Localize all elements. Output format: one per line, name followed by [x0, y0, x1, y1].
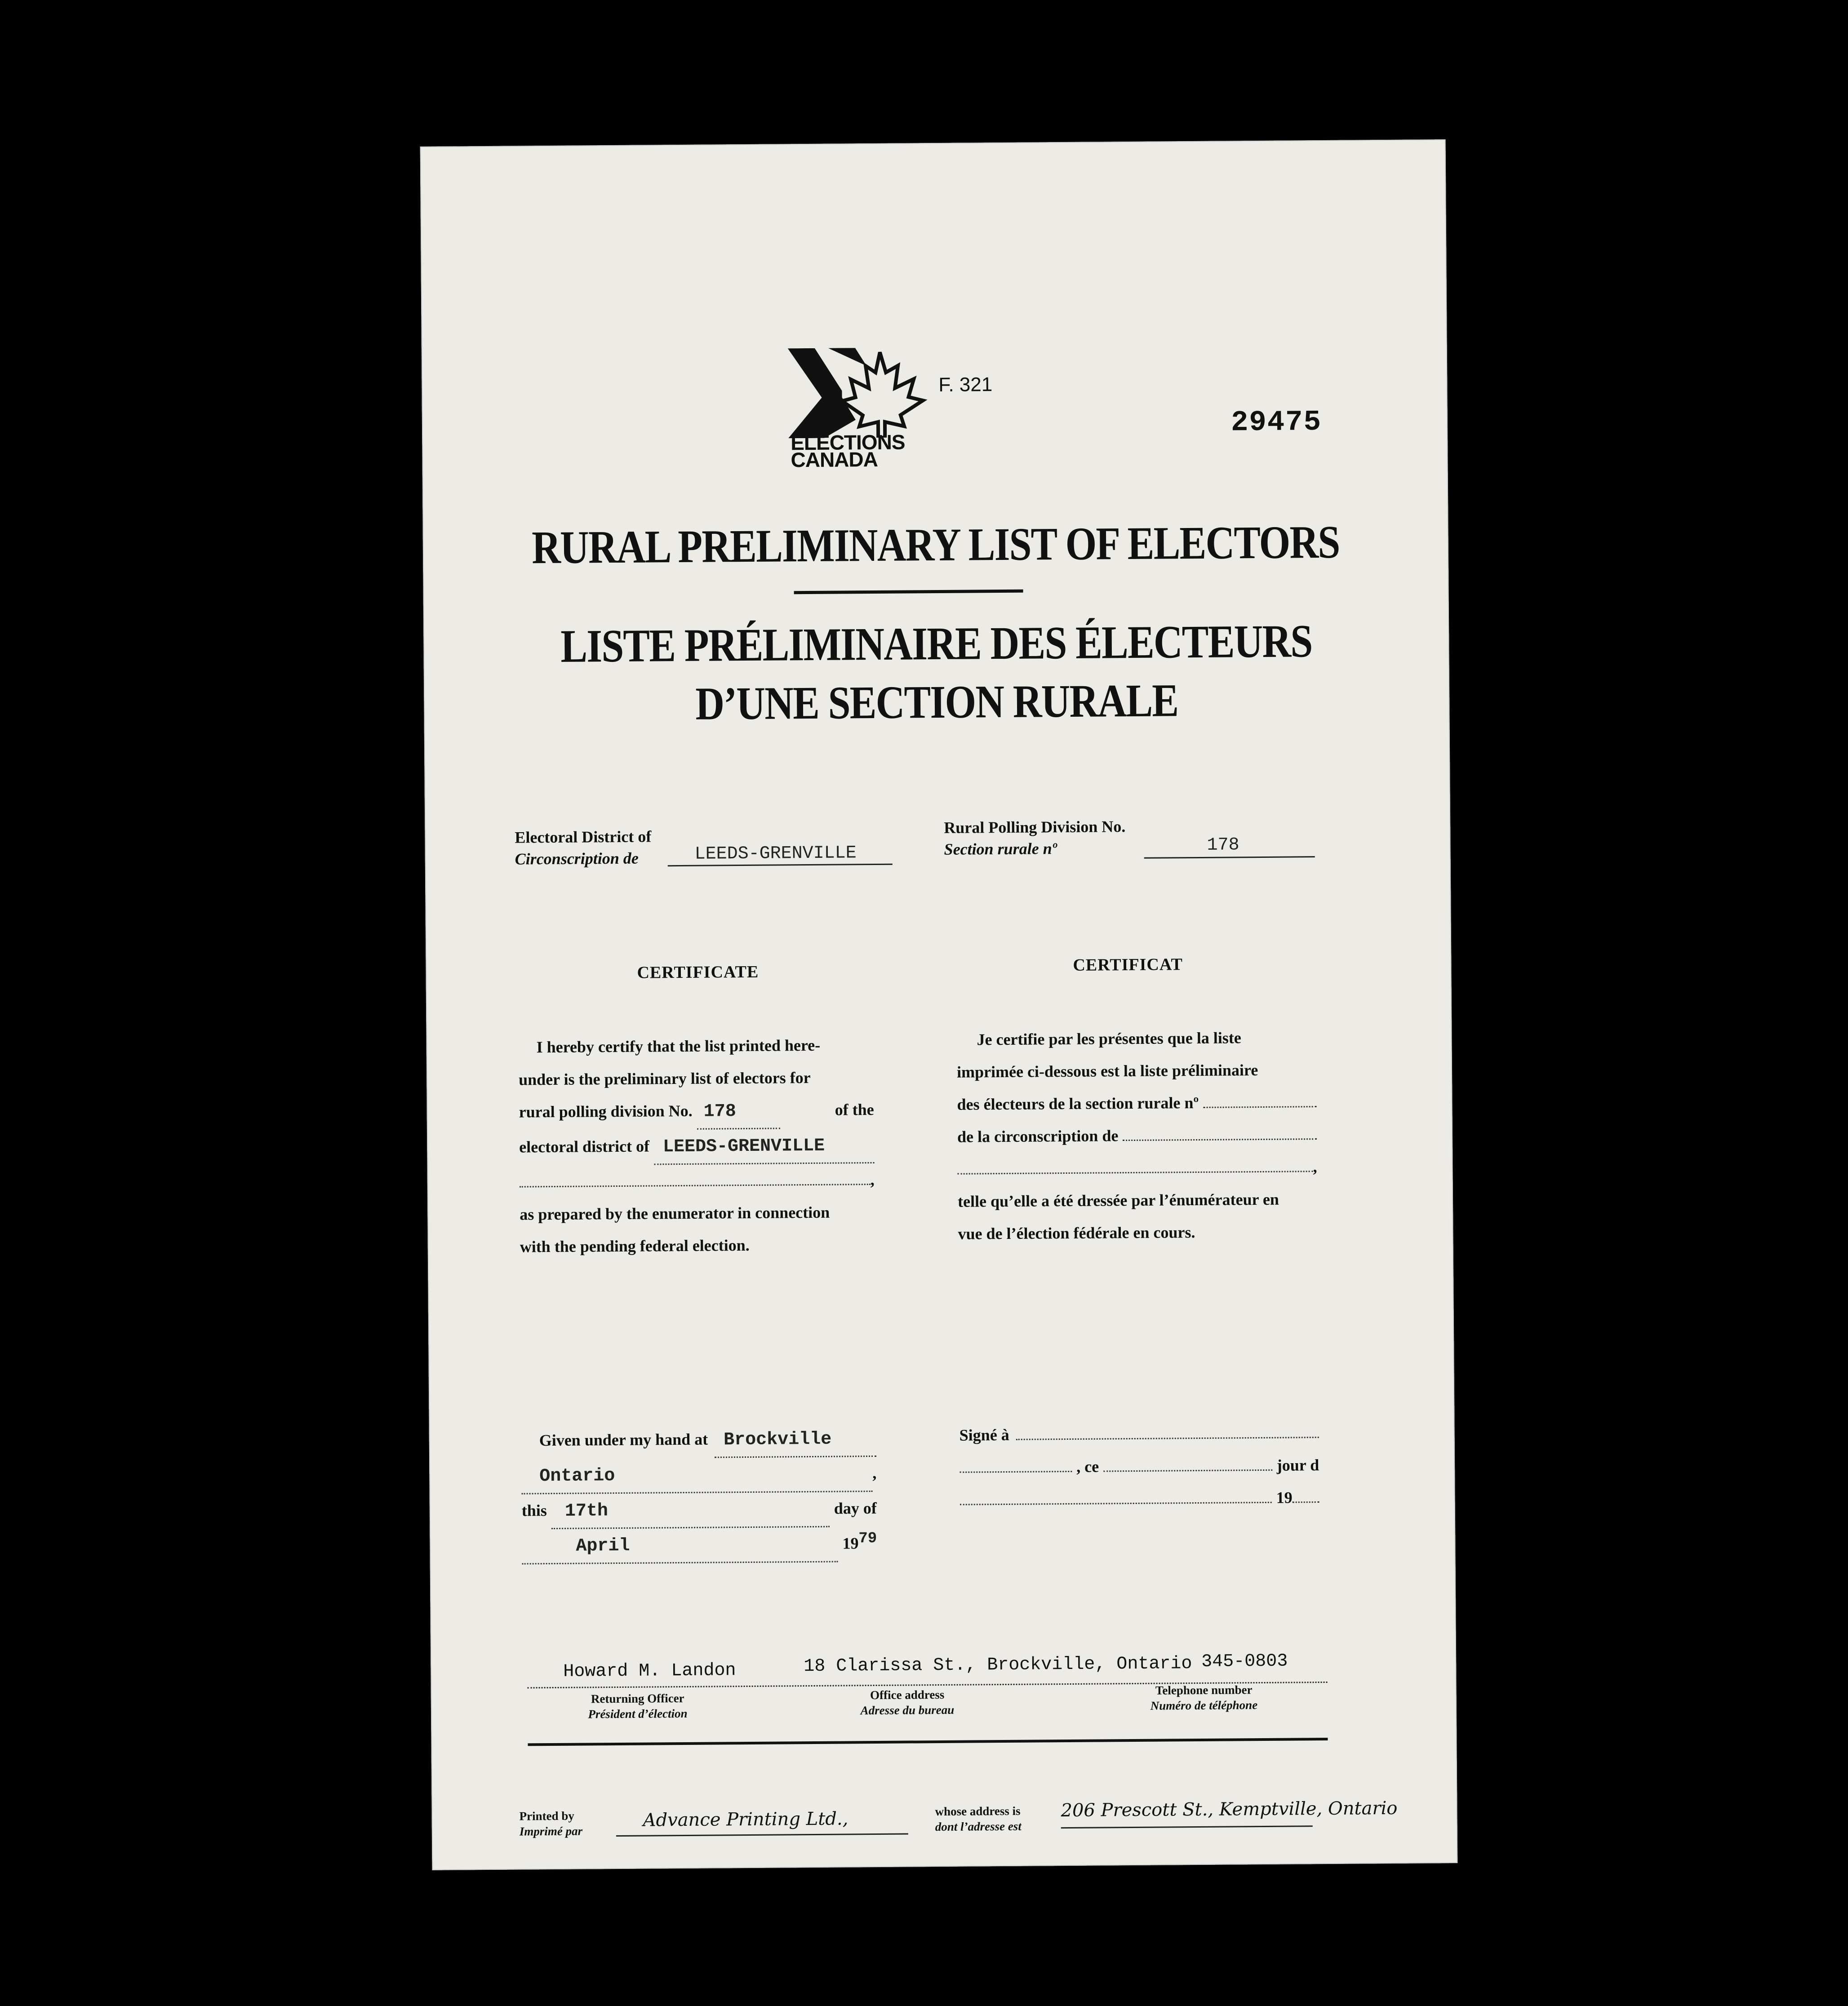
officer-phone-label-en: Telephone number [1155, 1683, 1253, 1697]
officer-phone-label [1123, 1682, 1285, 1714]
cert-fr-line-4-label: de la circonscription de [957, 1127, 1119, 1146]
officer-name-label-en: Returning Officer [591, 1691, 684, 1706]
given-line [521, 1422, 876, 1460]
cert-en-line-7: with the pending federal election. [520, 1236, 750, 1256]
officer-name-label [579, 1691, 696, 1722]
logo-word-canada: CANADA [791, 447, 878, 472]
cert-en-line-6: as prepared by the enumerator in connection [520, 1203, 830, 1224]
cert-en-line-4a: electoral district of [519, 1137, 650, 1156]
cert-en-line-3a: rural polling division No. [519, 1101, 693, 1121]
district-field [667, 842, 892, 866]
cert-en-line-4 [519, 1128, 875, 1166]
cert-fr-line-3-label: des électeurs de la section rurale nº [957, 1093, 1199, 1114]
annee-prefix: 19 [1276, 1488, 1293, 1507]
certificate-heading-fr: CERTIFICAT [1073, 955, 1183, 975]
certificate-en-body [518, 1029, 875, 1263]
cert-fr-line-5 [957, 1150, 1317, 1185]
title-divider [794, 590, 1023, 595]
printer-address-label-en: whose address is [935, 1804, 1021, 1819]
printer-field [616, 1808, 908, 1837]
ce-blank-1 [960, 1471, 1072, 1473]
cert-en-line-2: under is the preliminary list of electors for [519, 1068, 811, 1089]
printer-address-label [935, 1803, 1021, 1834]
annee-blank-2 [1293, 1501, 1319, 1503]
title-french [495, 612, 1378, 735]
certificate-heading-en: CERTIFICATE [637, 962, 759, 982]
cert-en-polling-value: 178 [697, 1095, 780, 1129]
cert-fr-comma: , [1313, 1158, 1317, 1176]
printer-label-en: Printed by [519, 1809, 574, 1823]
polling-label-en: Rural Polling Division No. [944, 817, 1126, 837]
officer-name-label-fr: Président d’élection [588, 1706, 688, 1721]
title-english: RURAL PRELIMINARY LIST OF ELECTORS [531, 516, 1340, 574]
province-comma: , [872, 1464, 877, 1482]
printer-value: Advance Printing Ltd., [643, 1808, 848, 1831]
jour-label: jour d [1276, 1456, 1319, 1474]
cert-fr-line-2: imprimée ci-dessous est la liste préliminaire [956, 1061, 1258, 1081]
officer-address-label [844, 1687, 970, 1718]
annee-blank [960, 1502, 1272, 1505]
province-line [521, 1457, 877, 1495]
ce-line [960, 1449, 1319, 1484]
cert-en-line-5 [519, 1163, 874, 1198]
serial-number: 29475 [1231, 406, 1322, 439]
logo-word-elections: ELECTIONS [791, 430, 905, 455]
certificate-fr-body [956, 1021, 1317, 1250]
day-value: 17th [551, 1494, 830, 1529]
certificate-fr-signoff [959, 1416, 1319, 1516]
date-line [522, 1527, 877, 1565]
section-divider [528, 1738, 1328, 1746]
form-number: F. 321 [938, 373, 993, 396]
polling-value: 178 [1207, 835, 1239, 856]
signe-line [959, 1416, 1319, 1451]
officer-name: Howard M. Landon [563, 1660, 736, 1682]
elections-canada-x-maple-leaf-icon [788, 347, 937, 438]
printer-address-value: 206 Prescott St., Kemptville, Ontario [1061, 1797, 1398, 1821]
cert-fr-line-4 [957, 1118, 1317, 1153]
day-line [522, 1492, 877, 1530]
cert-fr-line-6: telle qu’elle a été dressée par l’énumérateur en [957, 1190, 1279, 1211]
printer-address-label-fr: dont l’adresse est [935, 1819, 1022, 1834]
signe-label: Signé à [959, 1425, 1009, 1444]
cert-en-line-3 [519, 1093, 874, 1131]
given-place-value: Brockville [715, 1423, 876, 1458]
cert-fr-line-1: Je certifie par les présentes que la liste [977, 1029, 1241, 1049]
cert-fr-blank-line [957, 1153, 1313, 1175]
printer-address-field [1061, 1797, 1398, 1828]
signe-blank [1016, 1437, 1319, 1440]
cert-en-comma: , [870, 1171, 875, 1189]
cert-en-line-3b: of the [835, 1101, 874, 1119]
printer-label [519, 1808, 582, 1839]
cert-en-blank-line [520, 1166, 871, 1187]
document-page [420, 139, 1458, 1870]
printer-label-fr: Imprimé par [519, 1824, 583, 1838]
district-label-en: Electoral District of [515, 827, 652, 847]
district-label-fr: Circonscription de [515, 849, 639, 868]
cert-en-district-value: LEEDS-GRENVILLE [654, 1130, 875, 1165]
officer-address-label-en: Office address [870, 1687, 945, 1702]
annee-line [960, 1481, 1319, 1516]
certificate-en-signoff [521, 1422, 877, 1565]
polling-label [944, 816, 1126, 860]
day-of-label: day of [834, 1499, 877, 1518]
cert-fr-line-3 [957, 1086, 1316, 1121]
officer-address: 18 Clarissa St., Brockville, Ontario [804, 1654, 1192, 1677]
month-value: April [522, 1529, 838, 1565]
title-french-line-1: LISTE PRÉLIMINAIRE DES ÉLECTEURS [560, 615, 1312, 672]
year-prefix: 19 [842, 1534, 859, 1553]
this-label: this [521, 1501, 547, 1520]
officer-phone: 345-0803 [1201, 1651, 1288, 1672]
given-label: Given under my hand at [539, 1430, 708, 1450]
district-label [515, 825, 652, 870]
title-french-line-2: D’UNE SECTION RURALE [695, 675, 1178, 730]
district-value: LEEDS-GRENVILLE [694, 843, 857, 865]
cert-fr-district-blank [1123, 1138, 1317, 1141]
polling-field [1144, 834, 1315, 859]
elections-canada-logo [788, 347, 937, 470]
officer-phone-label-fr: Numéro de téléphone [1150, 1698, 1258, 1713]
year-value: 79 [858, 1530, 877, 1548]
polling-label-fr: Section rurale nº [944, 839, 1057, 858]
cert-en-line-1: I hereby certify that the list printed here- [536, 1036, 821, 1056]
officer-address-label-fr: Adresse du bureau [860, 1703, 955, 1718]
cert-fr-line-7: vue de l’élection fédérale en cours. [958, 1223, 1195, 1243]
cert-fr-polling-blank [1203, 1106, 1316, 1108]
ce-blank-2 [1103, 1469, 1272, 1472]
ce-label: , ce [1076, 1457, 1099, 1476]
province-value: Ontario [521, 1458, 873, 1494]
